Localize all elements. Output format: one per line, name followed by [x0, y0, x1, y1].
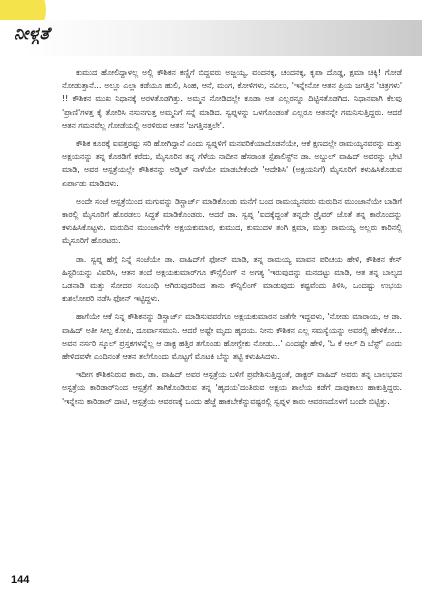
- running-title: ನೀಳ್ಗತೆ: [14, 24, 50, 44]
- paragraph: ಕುಮುದ ಹೋಲಿದ್ದಾಳಲ್ಲ ಅಲ್ಲಿ ಕೌಶಿಕನ ಕಣ್ಣಿಗೆ ಬಿದ್ದವರು ಅಜ್ಜಯ್ಯ, ವಂದನಕ್ಕ, ಚಂದನಕ್ಕ, ಕೃಪಾ ದೊಡ್ಡ, ಕ್ಷಮಾ ಚಿಕ್ಕಿ! ಗೋಡೆ ನೋಡುತ್ತಾನೆ... ಅಲ್ಲೂ ಎಲ್ಲಾ ಕಡೆಯೂ ಹುಲಿ, ಸಿಂಹ, ಆನೆ, ಮಂಗ, ಕೋಳಿಗಳು, ನವಿಲು, 'ಇನ್ನೇನೋ ಆತನ ಪ್ರಿಯ ಜಗತ್ತಿನ 'ಚಿತ್ರಗಳು' !! ಕೌಶಿಕನ ಮುಖ ನಿಧಾನಕ್ಕೆ ಅರಳತೊಡಗಿತ್ತು. ಅಮ್ಮನ ನೋಡಿದಲ್ಲೇ ಕೂಡಾ ಅತ ಎಲ್ಲರನ್ನೂ ದಿಟ್ಟಿಸತೊಡಗಿದ. ನಿಧಾನವಾಗಿ ಕೆಲವು 'ಪ್ರಾಣಿ'ಗಳತ್ತ ಕೈ ತೋರಿಸಿ ನಸುನಗುತ್ತ ಅಮ್ಮನಿಗೆ ಸನ್ನೆ ಮಾಡಿದ. ಸ್ವಪ್ನಳನ್ನು ಒಳಗೊಂಡಂತೆ ಎಲ್ಲರೂ ಆತನನ್ನೇ ಗಮನಿಸುತ್ತಿದ್ದರು. ಆದರೆ ಆತನ ಗಮನವೆಲ್ಲ ಗೋಡೆಯಲ್ಲಿ ಅರಳಿರುವ ಆತನ 'ಜಗತ್ತಿನತ್ತಲೇ'.: [62, 68, 402, 130]
- paragraph: ಇದೀಗ ಕೌಶಿಕನಿರುವ ಕಾರು, ಡಾ. ವಾಹಿದ್ ಅವರ ಆಸ್ಪತ್ರೆಯ ಬಳಿಗೆ ಪ್ರವೇಶಿಸುತ್ತಿದ್ದಂತೆ, ಡಾಕ್ಟರ್ ವಾಹಿದ್ ಅವರು ತನ್ನ ಬಾಲಭವನ ಅಸ್ಪತ್ರೆಯ ಕಾರಿಡಾರ್‌ನಿಂದ ಆಸ್ಪತ್ರೆಗೆ ತಾಗಿಕೊಂಡಿರುವ ತನ್ನ 'ಹೃದಯ'ದಂತಿರುವ ಅಕ್ಷಯ ಶಾಲೆಯ ಕಡೆಗೆ ದಾಪುಕಾಲು ಹಾಕುತ್ತಿದ್ದರು. 'ಇನ್ನೇನು ಕಾರಿಡಾರ್ ದಾಟಿ, ಆಸ್ಪತ್ರೆಯ ಆವರಣಕ್ಕೆ ಒಂದು ಹೆಜ್ಜೆ ಹಾಕಬೇಕೆನ್ನುವಷ್ಟರಲ್ಲಿ ಸ್ವಪ್ನಳ ಕಾರು ಆವರಣದೊಳಗೆ ಬಂದೇ ಬಿಟ್ಟಿತ್ತು.: [62, 370, 402, 406]
- body-text: [62, 66, 402, 566]
- page-number: 144: [11, 574, 30, 586]
- header-band: [0, 20, 422, 56]
- paragraph: ಡಾ. ಸ್ವಪ್ನ ಹೆಗ್ಗೆ ನಿನ್ನೆ ಸಂಜೆಯೇ ಡಾ. ವಾಹಿದ್‌ಗೆ ಫೋನ್ ಮಾಡಿ, ತನ್ನ ರಾಮಯ್ಯ ಮಾವನ ಪರಿಚಯ ಹೇಳಿ, ಕೌಶಿಕನ ಕೇಸ್ ಹಿಸ್ಟರಿಯನ್ನು ವಿವರಿಸಿ, ಆತನ ತಂದೆ ಅಕ್ಷಯಕುಮಾರ್‌ಗೂ ಕೌನ್ಸೆಲಿಂಗ್ ನ ಅಗತ್ಯ 'ಇರುವುದನ್ನು ಮನದಟ್ಟು ಮಾಡಿ, ಆತ ತನ್ನ ಬಾಲ್ಯದ ಒಡನಾಡಿ ಮತ್ತು ಸೋದರ ಸಂಬಂಧಿ ಆಗಿರುವುದರಿಂದ ತಾನು ಕೌನ್ಸಿಲಿಂಗ್ ಮಾಡುವುದು ಕಷ್ಟವೆಂದು ತಿಳಿಸಿ, ಒಂದಷ್ಟು ಉಭಯ ಕುಶಲೋಪರಿ ನಡೆಸಿ ಫೋನ್ ಇಟ್ಟಿದ್ದಳು.: [62, 254, 402, 304]
- paragraph: ಹಾಗೆಯೇ ಆಕೆ ನಿನ್ನ ಕೌಶಿಕನನ್ನು ಡಿಸ್ಚಾರ್ಜ್ ಮಾಡಿಸುವವರೆಗೂ ಅಕ್ಷಯಕುಮಾರನ ಜತೆಗೇ ಇದ್ದವಳು, 'ನೋಡು ಮಾರಾಯ, ಆ ಡಾ. ವಾಹಿದ್ ಅತೀ ಸೀಲ್ಪ ಕೋಪಿ, ದೂರ್ವಾಸಮುನಿ. ಆದರೆ ಅಷ್ಟೇ ಮೃದು ಹೃದಯ. ನೀನು ಕೌಶಿಕನ ಎಲ್ಲ ಸಮಸ್ಯೆಯನ್ನು ಅವರಲ್ಲಿ ಹೇಳಿಕೋ... ಅವನ ನರ್ಸರಿ ಸ್ಕೂಲ್ ಪ್ರಸ್ತಕಗಳನ್ನೆಲ್ಲ ಆ ಡಾಕ್ಟ ಹತ್ತಿರ ತಗೊಂಡು ಹೋಗ್ಬೇಕು ನೋಡು...' ಎಂದಷ್ಟೇ ಹೇಳಿ, 'ಓ ಕೆ ಆಲ್ ದಿ ಬೆಸ್ಟ್' ಎಂದು ಹೇಳಿದವಳೇ ಎಂದಿನಂತೆ ಆತನ ತಲೆಗೊಂದು ಮೊಟ್ಟಗೆ ಮೊಟಕಿ ಬೆನ್ನು ತಟ್ಟಿ ಕಳುಹಿಸಿದಳು.: [62, 312, 402, 362]
- paragraph: ಕೌಶಿಕ ಕೂರಕ್ಕೆ ಐವತ್ತರಷ್ಟು ಸರಿ ಹೋಗಿದ್ದಾನೆ ಎಂದು ಸ್ವಪ್ನಳಿಗೆ ಮನವರಿಕೆಯಾದೊಡನೆಯೇ, ಆಕೆ ಕ್ಷಣದಲ್ಲೇ ರಾಮಯ್ಯನವರನ್ನು ಮತ್ತು ಅಕ್ಷಯನನ್ನು ತನ್ನ ಕೊಠಡಿಗೆ ಕರೆದು, ಮೈಸೂರಿನ ತನ್ನ ಗೆಳೆಯ ನಾದೀನ ಹೆಸರಾಂತ ಸ್ಪೆಶಾಲಿಸ್ಟ್‌ನ ಡಾ. ಅಬ್ದುಲ್ ವಾಹಿದ್ ಅವರನ್ನು ಭೇಟಿ ಮಾಡಿ, ಅವರ ಆಸ್ಪತ್ರೆಯಲ್ಲೇ ಕೌಶಿಕನನ್ನು ಅಡ್ಮಿಟ್ ನಾಳೆಯೇ ಮಾಡಬೇಕೆಂದೇ 'ಆದೇಶಿಸಿ' (ಅಕ್ಷಯನಿಗೆ) ಮೈಸೂರಿಗೆ ಕಳುಹಿಸಿಕೊಡುವ ಏರ್ಪಾಡು ಮಾಡಿದಳು.: [62, 139, 402, 188]
- paragraph: ಅಂದೇ ಸಂಜೆ ಆಸ್ಪತ್ರೆಯಿಂದ ಮಗುವನ್ನು ಡಿಸ್ಚಾರ್ಜ್ ಮಾಡಿಕೊಂಡು ಮನೆಗೆ ಬಂದ ರಾಮಯ್ಯನವರು ಮರುದಿನ ಮುಂಜಾನೆಯೇ ಬಾಡಿಗೆ ಕಾರಲ್ಲಿ ಮೈಸೂರಿಗೆ ಹೊರಡಲು ಸಿದ್ಧತೆ ಮಾಡಿಕೊಂಡರು. ಆದರೆ ಡಾ. ಸ್ವಪ್ನ 'ಐದಕ್ಕೆದ್ದಂತೆ ತನ್ನದೇ ಡ್ರೈವರ್ ಜೊತೆ ತನ್ನ ಕಾರೊಂದನ್ನು ಕಳುಹಿಸಿಕೊಟ್ಟಳು. ಮರುದಿನ ಮುಂಜಾನೆಗೇ ಅಕ್ಷಯಕುಮಾರ, ಕುಮುದ, ಕುಮುದಳ ತಂಗಿ ಕ್ಷಮಾ, ಮತ್ತು ರಾಮಯ್ಯ ಅಲ್ಲರು ಕಾರಿನಲ್ಲಿ ಮೈಸೂರಿಗೆ ಹೊರಟರು.: [62, 196, 402, 246]
